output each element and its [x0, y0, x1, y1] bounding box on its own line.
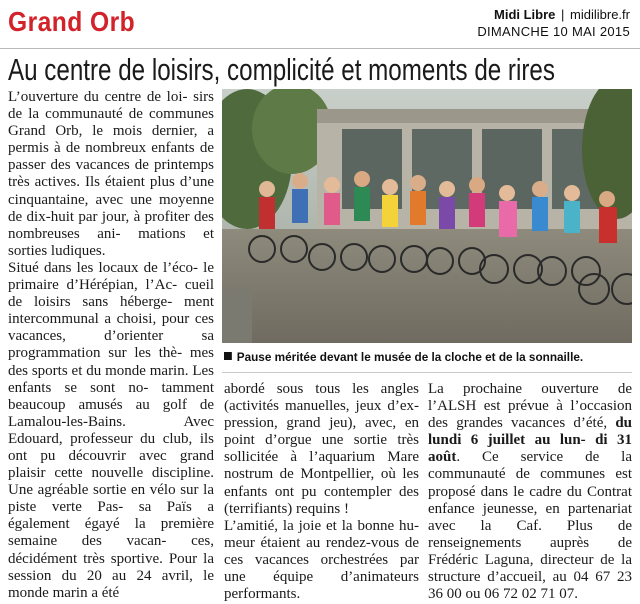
photo-caption	[224, 350, 624, 364]
publication-date: DIMANCHE 10 MAI 2015	[477, 24, 630, 39]
publication-brand: Midi Libre	[494, 7, 556, 22]
paragraph-text: La prochaine ouverture de l’ALSH est prévue à l’occasion des grandes vacances d’été,	[428, 381, 632, 432]
paragraph: Situé dans les locaux de l’éco- le primaire d’Hérépian, l’Ac- cueil de loisirs sans héberge- ment intercommunal a choisi, pour ces vacances, d’orienter sa programmation sur les thè- mes des sports et du monde marin. Les enfants se sont no- tamment beaucoup amusés au golf de Lamalou-les-Bains. Avec Edouard, professeur du club, ils ont pu découvrir avec grand plaisir cette nouvelle discipline. Une agréable sortie en vélo sur la piste verte Pas- sa Païs a également égayé la première semaine des vacan- ces, décidément très sportive. Pour la session du 20 au 24 avril, le monde marin a été	[8, 259, 214, 601]
photo-children-bikes	[222, 89, 632, 343]
paragraph: L’amitié, la joie et la bonne hu- meur étaient au rendez-vous de ces vacances orchestrées par une équipe d’animateurs performants.	[224, 517, 419, 603]
paragraph: L’ouverture du centre de loi- sirs de la communauté de communes Grand Orb, le mois dernier, a permis à de nombreux enfants de passer des vacances de printemps très actives. Ils étaient plus d’une cinquantaine, avec une moyenne de dix-huit par jour, à profiter des nombreuses ani- mations et sorties ludiques.	[8, 89, 214, 259]
paragraph-text: . Ce service de la communauté de communes est proposé dans le cadre du Contrat enfance jeunesse, en partenariat avec la Caf. Plus de renseignements auprès de Frédéric Laguna, directeur de la structure d’accueil, au 04 67 23 36 00 ou 06 72 02 71 07.	[428, 449, 632, 603]
publication-separator: |	[561, 7, 565, 22]
caption-bullet	[224, 352, 232, 360]
article-column-2	[224, 381, 419, 603]
publication-site: midilibre.fr	[570, 7, 630, 22]
article-headline: Au centre de loisirs, complicité et moments de rires	[8, 52, 555, 87]
article-column-1	[8, 89, 214, 604]
dates-highlight: du lundi 6 juillet au lun- di 31 août	[428, 415, 632, 466]
masthead	[0, 0, 640, 49]
paragraph	[428, 381, 632, 603]
article-photo	[222, 89, 632, 343]
publication-info	[477, 7, 630, 39]
paragraph: abordé sous tous les angles (activités manuelles, jeux d’ex- pression, grand jeu), avec, en point d’orgue une sortie très sollicitée à l’aquarium Mare nostrum de Montpellier, où les enfants ont pu contempler des (terrifiants) requins !	[224, 381, 419, 517]
caption-text: Pause méritée devant le musée de la cloche et de la sonnaille.	[236, 350, 584, 364]
caption-divider	[222, 372, 632, 373]
section-title: Grand Orb	[8, 6, 136, 37]
article-column-3	[428, 381, 632, 603]
